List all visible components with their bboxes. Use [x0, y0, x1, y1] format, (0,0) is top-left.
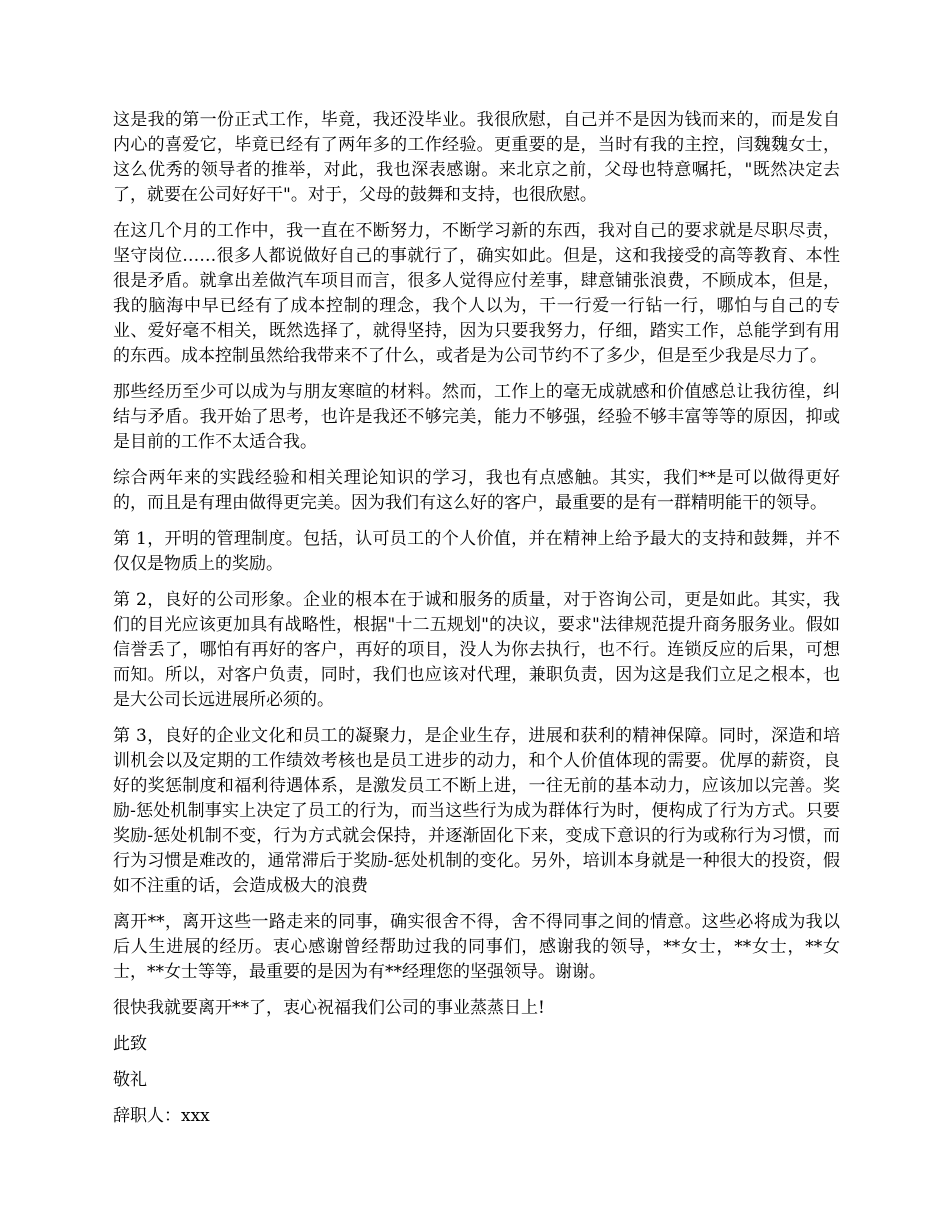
paragraph-work-experience: 在这几个月的工作中，我一直在不断努力，不断学习新的东西，我对自己的要求就是尽职尽责，坚守岗位……很多人都说做好自己的事就行了，确实如此。但是，这和我接受的高等教育、本性很是矛盾。就拿出差做汽车项目而言，很多人觉得应付差事，肆意铺张浪费，不顾成本，但是，我的脑海中早已经有了成本控制的理念，我个人以为，干一行爱一行钻一行，哪怕与自己的专业、爱好毫不相关，既然选择了，就得坚持，因为只要我努力，仔细，踏实工作，总能学到有用的东西。成本控制虽然给我带来不了什么，或者是为公司节约不了多少，但是至少我是尽力了。 [113, 221, 840, 366]
paragraph-point-2: 第 2，良好的公司形象。企业的根本在于诚和服务的质量，对于咨询公司，更是如此。其实，我们的目光应该更加具有战略性，根据"十二五规划"的决议，要求"法律规范提升商务服务业。假如信誉丢了，哪怕有再好的客户，再好的项目，没人为你去执行，也不行。连锁反应的后果，可想而知。所以，对客户负责，同时，我们也应该对代理，兼职负责，因为这是我们立足之根本，也是大公司长远进展所必须的。 [113, 590, 840, 710]
signature: 辞职人：xxx [113, 1106, 210, 1126]
paragraph-thanks: 离开**，离开这些一路走来的同事，确实很舍不得，舍不得同事之间的情意。这些必将成为我以后人生进展的经历。衷心感谢曾经帮助过我的同事们，感谢我的领导，**女士，**女士，**女士，**女士等等，最重要的是因为有**经理您的坚强领导。谢谢。 [113, 912, 840, 982]
paragraph-reflection: 那些经历至少可以成为与朋友寒暄的材料。然而，工作上的毫无成就感和价值感总让我彷徨，纠结与矛盾。我开始了思考，也许是我还不够完美，能力不够强，经验不够丰富等等的原因，抑或是目前的工作不太适合我。 [113, 382, 840, 452]
paragraph-point-3: 第 3，良好的企业文化和员工的凝聚力，是企业生存，进展和获利的精神保障。同时，深造和培训机会以及定期的工作绩效考核也是员工进步的动力，和个人价值体现的需要。优厚的薪资，良好的奖惩制度和福利待遇体系，是激发员工不断上进，一往无前的基本动力，应该加以完善。奖励-惩处机制事实上决定了员工的行为，而当这些行为成为群体行为时，便构成了行为方式。只要奖励-惩处机制不变，行为方式就会保持，并逐渐固化下来，变成下意识的行为或称行为习惯，而行为习惯是难改的，通常滞后于奖励-惩处机制的变化。另外，培训本身就是一种很大的投资，假如不注重的话，会造成极大的浪费 [113, 726, 840, 896]
paragraph-summary: 综合两年来的实践经验和相关理论知识的学习，我也有点感触。其实，我们**是可以做得更好的，而且是有理由做得更完美。因为我们有这么好的客户，最重要的是有一群精明能干的领导。 [113, 468, 840, 513]
paragraph-farewell: 很快我就要离开**了，衷心祝福我们公司的事业蒸蒸日上! [113, 998, 545, 1018]
letter-body [113, 108, 840, 1140]
closing-salutation: 此致 [113, 1034, 147, 1054]
paragraph-point-1: 第 1，开明的管理制度。包括，认可员工的个人价值，并在精神上给予最大的支持和鼓舞，并不仅仅是物质上的奖励。 [113, 529, 840, 574]
closing-regards: 敬礼 [113, 1070, 147, 1090]
paragraph-intro: 这是我的第一份正式工作，毕竟，我还没毕业。我很欣慰，自己并不是因为钱而来的，而是发自内心的喜爱它，毕竟已经有了两年多的工作经验。更重要的是，当时有我的主控，闫魏魏女士，这么优秀的领导者的推举，对此，我也深表感谢。来北京之前，父母也特意嘱托，"既然决定去了，就要在公司好好干"。对于，父母的鼓舞和支持，也很欣慰。 [113, 110, 840, 205]
